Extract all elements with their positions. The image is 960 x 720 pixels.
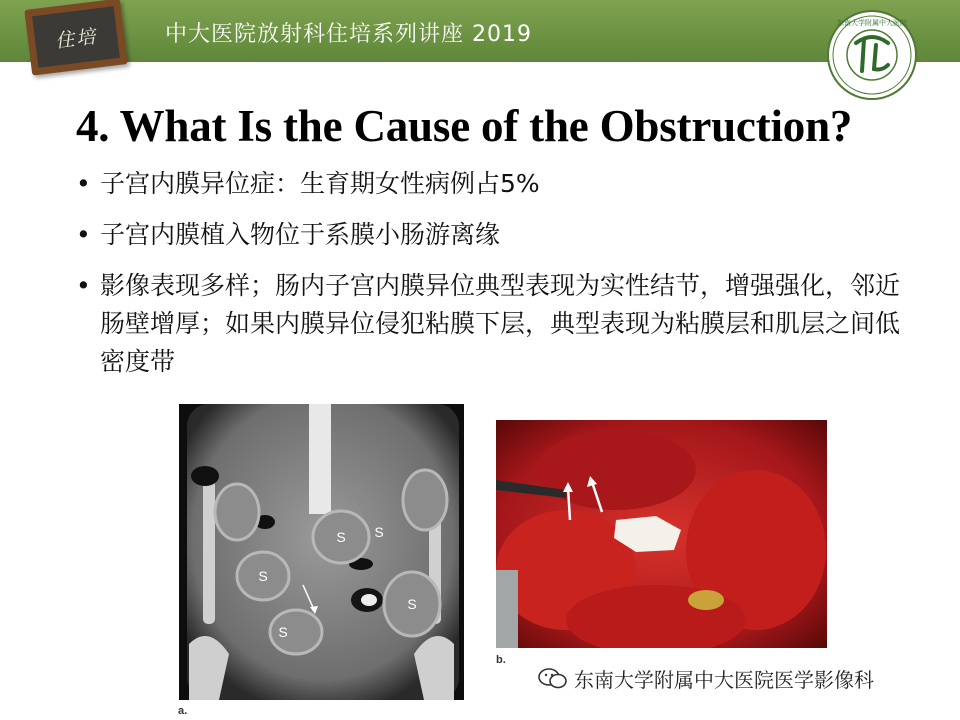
seal-text: 东南大学附属中大医院 — [837, 19, 907, 27]
surgical-photo — [496, 420, 827, 648]
residency-logo — [24, 0, 127, 76]
header-bar — [0, 0, 960, 62]
watermark — [538, 664, 874, 693]
bullet-list — [76, 165, 936, 394]
surgical-photo-drawing — [496, 420, 827, 648]
figure-caption-b: b. — [496, 654, 506, 666]
bullet-dot-icon: • — [76, 220, 91, 249]
watermark-text: 东南大学附属中大医院医学影像科 — [574, 668, 874, 692]
ct-label-s: S — [374, 524, 384, 540]
residency-logo-text: 住培 — [32, 6, 120, 68]
bullet-item — [76, 267, 900, 381]
bullet-dot-icon: • — [76, 169, 91, 198]
bullet-dot-icon: • — [76, 271, 91, 300]
ct-label-s: S — [258, 568, 268, 584]
bullet-text: 子宫内膜异位症：生育期女性病例占5% — [100, 169, 540, 198]
bullet-item — [76, 165, 936, 203]
bullet-text: 影像表现多样；肠内子宫内膜异位典型表现为实性结节，增强强化，邻近肠壁增厚；如果内膜异位侵犯粘膜下层，典型表现为粘膜层和肌层之间低密度带 — [100, 271, 901, 376]
wechat-icon — [538, 667, 568, 691]
slide-title: 4. What Is the Cause of the Obstruction? — [76, 101, 853, 151]
bullet-text: 子宫内膜植入物位于系膜小肠游离缘 — [100, 220, 501, 249]
ct-scan-drawing — [179, 404, 464, 700]
ct-label-s: S — [278, 624, 288, 640]
ct-label-s: S — [336, 529, 346, 545]
bullet-item — [76, 216, 936, 254]
ct-coronal-image — [179, 404, 464, 700]
ct-label-s: S — [407, 596, 417, 612]
series-title: 中大医院放射科住培系列讲座 2019 — [165, 22, 532, 47]
hospital-seal-logo — [826, 9, 918, 101]
figure-caption-a: a. — [178, 705, 188, 717]
